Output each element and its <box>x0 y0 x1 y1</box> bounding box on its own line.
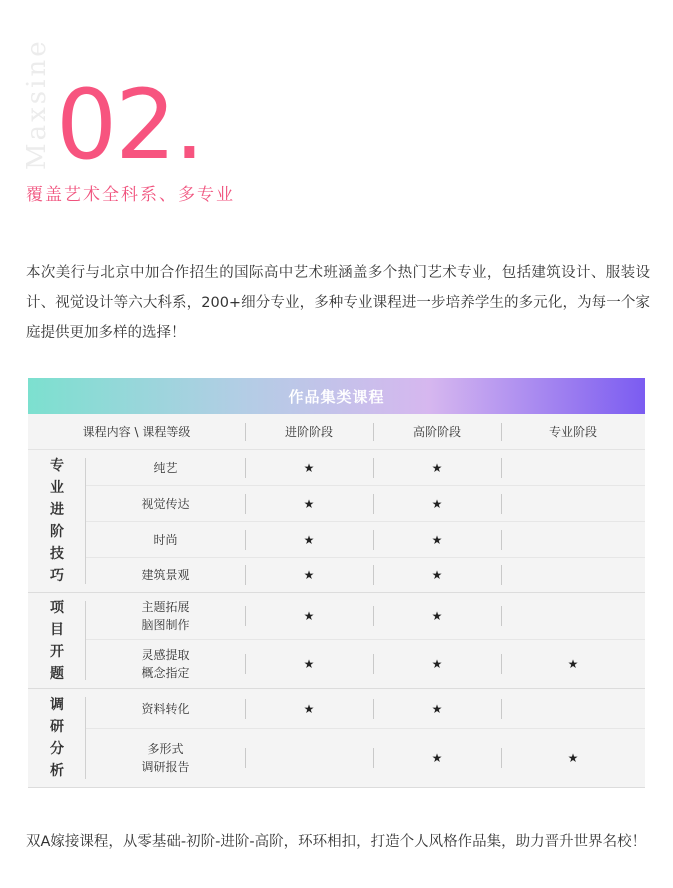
group-label-char: 目 <box>50 621 64 638</box>
mark-professional: ★ <box>501 640 645 688</box>
group-label-char: 技 <box>50 546 64 562</box>
mark-senior: ★ <box>373 522 501 557</box>
mark-professional <box>501 522 645 557</box>
table-row <box>86 558 645 592</box>
group-label-char: 进 <box>50 502 64 518</box>
table-title-bar <box>28 378 645 414</box>
table-row <box>86 689 645 729</box>
section-number: 02. <box>56 69 203 181</box>
table-row <box>86 486 645 522</box>
outro-paragraph: 双A嫁接课程，从零基础-初阶-进阶-高阶，环环相扣，打造个人风格作品集，助力晋升世界名校！ <box>26 834 647 850</box>
table-title: 作品集类课程 <box>288 387 385 406</box>
column-header-senior: 高阶阶段 <box>373 423 501 440</box>
mark-senior: ★ <box>373 558 501 592</box>
group-label <box>28 689 86 787</box>
mark-advanced: ★ <box>245 593 373 639</box>
course-table <box>28 378 645 788</box>
group-research <box>28 689 645 788</box>
mark-senior: ★ <box>373 450 501 485</box>
mark-advanced: ★ <box>245 640 373 688</box>
table-row <box>86 593 645 640</box>
group-label-char: 开 <box>50 643 64 660</box>
course-name-line: 灵感提取 <box>141 648 190 662</box>
group-skills <box>28 450 645 593</box>
course-name-line: 建筑景观 <box>141 568 190 582</box>
group-label-char: 分 <box>50 741 64 757</box>
course-name-line: 时尚 <box>153 532 178 547</box>
group-label-char: 析 <box>50 763 64 779</box>
course-name-line: 主题拓展 <box>141 600 190 614</box>
row-course-name <box>86 598 245 634</box>
group-label-char: 项 <box>50 599 64 616</box>
group-label <box>28 450 86 592</box>
group-label-char: 专 <box>50 458 64 474</box>
course-name-line: 视觉传达 <box>141 496 190 511</box>
mark-senior: ★ <box>373 593 501 639</box>
table-row <box>86 729 645 787</box>
row-course-name <box>86 700 245 718</box>
group-project <box>28 593 645 689</box>
group-label <box>28 593 86 688</box>
mark-advanced: ★ <box>245 450 373 485</box>
course-name-line: 多形式 <box>147 742 184 756</box>
mark-professional <box>501 593 645 639</box>
table-row <box>86 522 645 558</box>
mark-professional <box>501 689 645 728</box>
mark-advanced: ★ <box>245 486 373 521</box>
group-label-char: 业 <box>50 480 64 496</box>
group-label-char: 调 <box>50 697 64 713</box>
group-rows <box>86 593 645 688</box>
group-rows <box>86 689 645 787</box>
mark-professional <box>501 450 645 485</box>
mark-advanced: ★ <box>245 558 373 592</box>
watermark-text: Maxsine <box>22 38 52 170</box>
table-row <box>86 450 645 486</box>
row-course-name <box>86 646 245 682</box>
table-row <box>86 640 645 688</box>
mark-advanced: ★ <box>245 522 373 557</box>
course-name-line: 调研报告 <box>141 760 190 774</box>
group-label-char: 题 <box>50 665 64 682</box>
mark-professional: ★ <box>501 729 645 787</box>
row-course-name <box>86 566 245 584</box>
course-name-line: 概念指定 <box>141 666 190 680</box>
table-grid <box>28 414 645 788</box>
course-name-line: 纯艺 <box>153 460 178 475</box>
row-course-name <box>86 459 245 477</box>
course-name-line: 脑图制作 <box>141 618 190 632</box>
mark-advanced <box>245 729 373 787</box>
table-body <box>28 450 645 788</box>
mark-professional <box>501 558 645 592</box>
intro-paragraph: 本次美行与北京中加合作招生的国际高中艺术班涵盖多个热门艺术专业，包括建筑设计、服装设计、视觉设计等六大科系，200+细分专业，多种专业课程进一步培养学生的多元化，为每一个家庭提供更加多样的选择！ <box>26 265 650 341</box>
row-course-name <box>86 495 245 513</box>
section-subtitle: 覆盖艺术全科系、多专业 <box>26 185 235 205</box>
group-label-char: 研 <box>50 719 64 735</box>
row-course-name <box>86 531 245 549</box>
mark-senior: ★ <box>373 729 501 787</box>
column-header-content: 课程内容 \ 课程等级 <box>82 425 191 439</box>
mark-senior: ★ <box>373 486 501 521</box>
group-rows <box>86 450 645 592</box>
group-label-char: 巧 <box>50 568 64 584</box>
column-header-professional: 专业阶段 <box>501 423 645 440</box>
mark-senior: ★ <box>373 640 501 688</box>
group-label-char: 阶 <box>50 524 64 540</box>
mark-professional <box>501 486 645 521</box>
column-header-advanced: 进阶阶段 <box>245 423 373 440</box>
mark-advanced: ★ <box>245 689 373 728</box>
row-course-name <box>86 740 245 776</box>
mark-senior: ★ <box>373 689 501 728</box>
course-name-line: 资料转化 <box>141 701 190 716</box>
column-header-row <box>28 414 645 450</box>
